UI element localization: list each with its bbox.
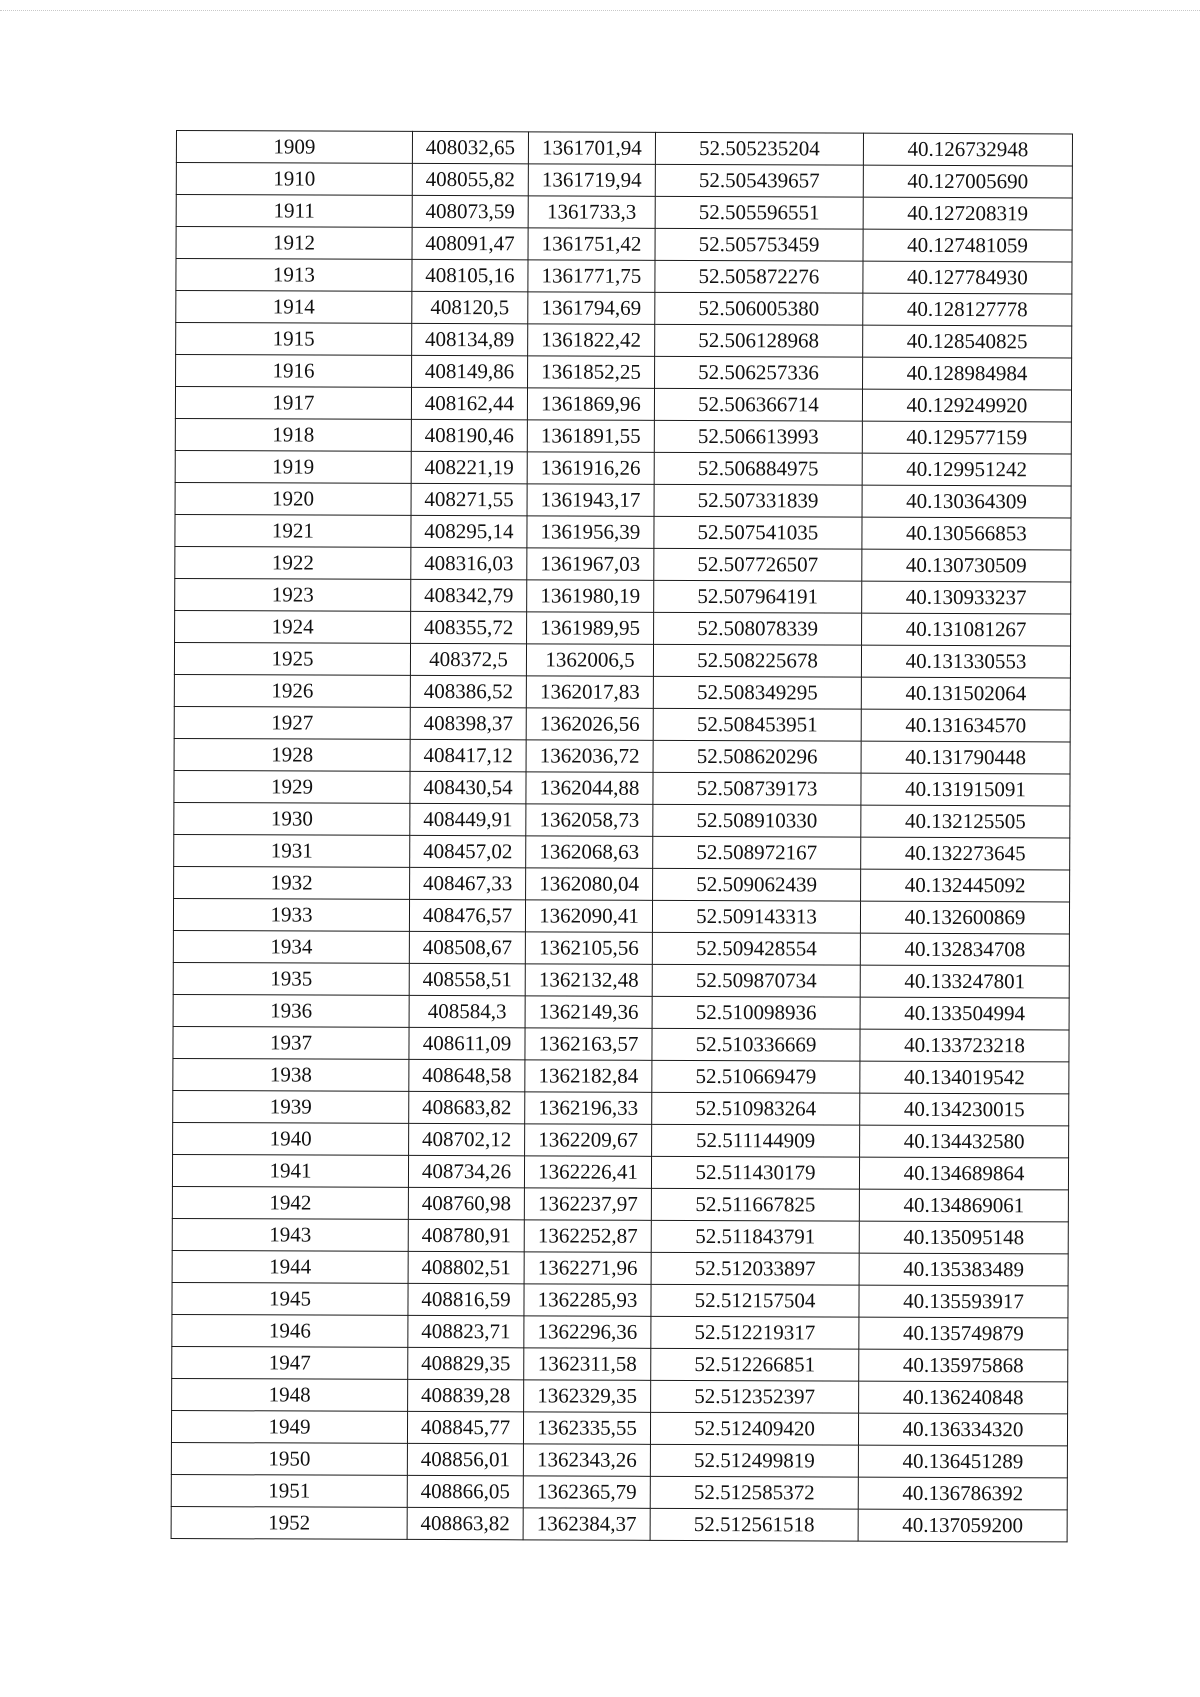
table-row <box>172 1250 1068 1285</box>
x-coordinate-cell: 408449,91 <box>410 803 526 835</box>
latitude-cell: 52.506005380 <box>655 292 863 325</box>
x-coordinate-cell: 408355,72 <box>411 611 527 643</box>
point-number-cell: 1933 <box>173 898 409 931</box>
longitude-cell: 40.132273645 <box>861 837 1070 870</box>
longitude-cell: 40.130933237 <box>862 581 1071 614</box>
x-coordinate-cell: 408091,47 <box>412 227 528 259</box>
table-row <box>174 866 1070 901</box>
y-coordinate-cell: 1361956,39 <box>527 516 654 548</box>
longitude-cell: 40.133247801 <box>860 965 1069 998</box>
latitude-cell: 52.510098936 <box>652 996 860 1029</box>
y-coordinate-cell: 1362285,93 <box>524 1284 651 1316</box>
point-number-cell: 1938 <box>173 1058 409 1091</box>
point-number-cell: 1941 <box>172 1154 408 1187</box>
table-row <box>174 802 1070 837</box>
point-number-cell: 1930 <box>174 802 410 835</box>
table-row <box>174 770 1070 805</box>
y-coordinate-cell: 1362311,58 <box>524 1348 651 1380</box>
latitude-cell: 52.506257336 <box>655 356 863 389</box>
latitude-cell: 52.512499819 <box>650 1444 858 1477</box>
table-row <box>171 1474 1067 1509</box>
y-coordinate-cell: 1361967,03 <box>527 548 654 580</box>
point-number-cell: 1912 <box>176 227 412 260</box>
longitude-cell: 40.136334320 <box>858 1413 1067 1446</box>
table-row <box>176 131 1072 166</box>
table-row <box>171 1442 1067 1477</box>
point-number-cell: 1935 <box>173 962 409 995</box>
y-coordinate-cell: 1361980,19 <box>527 580 654 612</box>
y-coordinate-cell: 1362163,57 <box>525 1028 652 1060</box>
point-number-cell: 1916 <box>176 355 412 388</box>
x-coordinate-cell: 408558,51 <box>409 963 525 995</box>
table-row <box>171 1410 1067 1445</box>
table-row <box>174 706 1070 741</box>
longitude-cell: 40.134689864 <box>859 1157 1068 1190</box>
longitude-cell: 40.131915091 <box>861 773 1070 806</box>
point-number-cell: 1946 <box>172 1314 408 1347</box>
point-number-cell: 1926 <box>174 674 410 707</box>
longitude-cell: 40.133504994 <box>860 997 1069 1030</box>
longitude-cell: 40.137059200 <box>858 1509 1067 1542</box>
latitude-cell: 52.508349295 <box>653 676 861 709</box>
longitude-cell: 40.128540825 <box>863 325 1072 358</box>
longitude-cell: 40.130566853 <box>862 517 1071 550</box>
y-coordinate-cell: 1362026,56 <box>526 708 653 740</box>
point-number-cell: 1939 <box>173 1090 409 1123</box>
latitude-cell: 52.506128968 <box>655 324 863 357</box>
latitude-cell: 52.512266851 <box>651 1348 859 1381</box>
longitude-cell: 40.127208319 <box>863 197 1072 230</box>
point-number-cell: 1951 <box>171 1474 407 1507</box>
x-coordinate-cell: 408829,35 <box>408 1347 524 1379</box>
table-row <box>172 1218 1068 1253</box>
latitude-cell: 52.509062439 <box>653 868 861 901</box>
y-coordinate-cell: 1362132,48 <box>525 964 652 996</box>
x-coordinate-cell: 408816,59 <box>408 1283 524 1315</box>
point-number-cell: 1915 <box>176 323 412 356</box>
table-row <box>175 514 1071 549</box>
latitude-cell: 52.512409420 <box>650 1412 858 1445</box>
table-row <box>173 1026 1069 1061</box>
table-row <box>173 930 1069 965</box>
point-number-cell: 1910 <box>176 163 412 196</box>
point-number-cell: 1936 <box>173 994 409 1027</box>
y-coordinate-cell: 1362296,36 <box>524 1316 651 1348</box>
longitude-cell: 40.135095148 <box>859 1221 1068 1254</box>
y-coordinate-cell: 1361989,95 <box>527 612 654 644</box>
x-coordinate-cell: 408316,03 <box>411 547 527 579</box>
point-number-cell: 1922 <box>175 546 411 579</box>
x-coordinate-cell: 408856,01 <box>407 1443 523 1475</box>
point-number-cell: 1945 <box>172 1282 408 1315</box>
table-row <box>172 1282 1068 1317</box>
y-coordinate-cell: 1362343,26 <box>523 1444 650 1476</box>
y-coordinate-cell: 1362226,41 <box>524 1156 651 1188</box>
table-row <box>176 291 1072 326</box>
longitude-cell: 40.132600869 <box>860 901 1069 934</box>
y-coordinate-cell: 1362182,84 <box>525 1060 652 1092</box>
longitude-cell: 40.132834708 <box>860 933 1069 966</box>
table-row <box>175 578 1071 613</box>
longitude-cell: 40.132125505 <box>861 805 1070 838</box>
latitude-cell: 52.512585372 <box>650 1476 858 1509</box>
x-coordinate-cell: 408372,5 <box>410 643 526 675</box>
latitude-cell: 52.511144909 <box>652 1124 860 1157</box>
point-number-cell: 1920 <box>175 482 411 515</box>
longitude-cell: 40.136240848 <box>859 1381 1068 1414</box>
point-number-cell: 1940 <box>173 1122 409 1155</box>
point-number-cell: 1934 <box>173 930 409 963</box>
longitude-cell: 40.134019542 <box>860 1061 1069 1094</box>
x-coordinate-cell: 408584,3 <box>409 995 525 1027</box>
y-coordinate-cell: 1362006,5 <box>526 644 653 676</box>
table-row <box>175 546 1071 581</box>
latitude-cell: 52.506613993 <box>654 420 862 453</box>
longitude-cell: 40.135383489 <box>859 1253 1068 1286</box>
x-coordinate-cell: 408398,37 <box>410 707 526 739</box>
latitude-cell: 52.509143313 <box>652 900 860 933</box>
table-row <box>176 355 1072 390</box>
x-coordinate-cell: 408417,12 <box>410 739 526 771</box>
x-coordinate-cell: 408430,54 <box>410 771 526 803</box>
latitude-cell: 52.509870734 <box>652 964 860 997</box>
latitude-cell: 52.507964191 <box>654 580 862 613</box>
longitude-cell: 40.126732948 <box>863 133 1072 166</box>
latitude-cell: 52.512561518 <box>650 1508 858 1541</box>
latitude-cell: 52.511430179 <box>651 1156 859 1189</box>
y-coordinate-cell: 1362196,33 <box>525 1092 652 1124</box>
y-coordinate-cell: 1362058,73 <box>526 804 653 836</box>
point-number-cell: 1950 <box>171 1442 407 1475</box>
latitude-cell: 52.512352397 <box>651 1380 859 1413</box>
longitude-cell: 40.132445092 <box>861 869 1070 902</box>
y-coordinate-cell: 1362036,72 <box>526 740 653 772</box>
latitude-cell: 52.508910330 <box>653 804 861 837</box>
latitude-cell: 52.505753459 <box>655 228 863 261</box>
x-coordinate-cell: 408149,86 <box>412 355 528 387</box>
longitude-cell: 40.135975868 <box>859 1349 1068 1382</box>
point-number-cell: 1928 <box>174 738 410 771</box>
x-coordinate-cell: 408457,02 <box>410 835 526 867</box>
longitude-cell: 40.127784930 <box>863 261 1072 294</box>
point-number-cell: 1914 <box>176 291 412 324</box>
x-coordinate-cell: 408271,55 <box>411 483 527 515</box>
point-number-cell: 1932 <box>174 866 410 899</box>
y-coordinate-cell: 1362384,37 <box>523 1508 650 1540</box>
y-coordinate-cell: 1361751,42 <box>528 228 655 260</box>
longitude-cell: 40.129577159 <box>862 421 1071 454</box>
x-coordinate-cell: 408845,77 <box>407 1411 523 1443</box>
table-row <box>175 387 1071 422</box>
longitude-cell: 40.129249920 <box>862 389 1071 422</box>
table-row <box>173 994 1069 1029</box>
table-row <box>173 1058 1069 1093</box>
point-number-cell: 1925 <box>174 642 410 675</box>
point-number-cell: 1942 <box>172 1186 408 1219</box>
y-coordinate-cell: 1361733,3 <box>528 196 655 228</box>
table-row <box>176 227 1072 262</box>
latitude-cell: 52.507541035 <box>654 516 862 549</box>
y-coordinate-cell: 1361943,17 <box>527 484 654 516</box>
x-coordinate-cell: 408476,57 <box>409 899 525 931</box>
longitude-cell: 40.136786392 <box>858 1477 1067 1510</box>
table-row <box>174 834 1070 869</box>
y-coordinate-cell: 1361794,69 <box>528 292 655 324</box>
x-coordinate-cell: 408134,89 <box>412 323 528 355</box>
point-number-cell: 1923 <box>175 578 411 611</box>
x-coordinate-cell: 408611,09 <box>409 1027 525 1059</box>
latitude-cell: 52.508972167 <box>653 836 861 869</box>
x-coordinate-cell: 408760,98 <box>408 1187 524 1219</box>
x-coordinate-cell: 408802,51 <box>408 1251 524 1283</box>
table-row <box>172 1314 1068 1349</box>
table-row <box>176 323 1072 358</box>
latitude-cell: 52.512219317 <box>651 1316 859 1349</box>
table-row <box>174 674 1070 709</box>
table-row <box>173 1090 1069 1125</box>
table-row <box>172 1346 1068 1381</box>
y-coordinate-cell: 1361822,42 <box>528 324 655 356</box>
x-coordinate-cell: 408702,12 <box>409 1123 525 1155</box>
y-coordinate-cell: 1361771,75 <box>528 260 655 292</box>
y-coordinate-cell: 1361869,96 <box>527 388 654 420</box>
latitude-cell: 52.510336669 <box>652 1028 860 1061</box>
y-coordinate-cell: 1362090,41 <box>525 900 652 932</box>
y-coordinate-cell: 1362105,56 <box>525 932 652 964</box>
latitude-cell: 52.505596551 <box>655 196 863 229</box>
point-number-cell: 1911 <box>176 195 412 228</box>
point-number-cell: 1919 <box>175 450 411 483</box>
longitude-cell: 40.131790448 <box>861 741 1070 774</box>
y-coordinate-cell: 1362209,67 <box>525 1124 652 1156</box>
x-coordinate-cell: 408780,91 <box>408 1219 524 1251</box>
x-coordinate-cell: 408221,19 <box>411 451 527 483</box>
point-number-cell: 1918 <box>175 418 411 451</box>
point-number-cell: 1913 <box>176 259 412 292</box>
x-coordinate-cell: 408073,59 <box>412 195 528 227</box>
y-coordinate-cell: 1361719,94 <box>528 164 655 196</box>
y-coordinate-cell: 1362149,36 <box>525 996 652 1028</box>
y-coordinate-cell: 1362080,04 <box>526 868 653 900</box>
y-coordinate-cell: 1362252,87 <box>524 1220 651 1252</box>
longitude-cell: 40.133723218 <box>860 1029 1069 1062</box>
x-coordinate-cell: 408120,5 <box>412 291 528 323</box>
point-number-cell: 1944 <box>172 1250 408 1283</box>
y-coordinate-cell: 1362068,63 <box>526 836 653 868</box>
point-number-cell: 1948 <box>172 1378 408 1411</box>
point-number-cell: 1924 <box>175 610 411 643</box>
latitude-cell: 52.509428554 <box>652 932 860 965</box>
table-row <box>175 610 1071 645</box>
longitude-cell: 40.130364309 <box>862 485 1071 518</box>
longitude-cell: 40.130730509 <box>862 549 1071 582</box>
latitude-cell: 52.510669479 <box>652 1060 860 1093</box>
point-number-cell: 1909 <box>176 131 412 164</box>
x-coordinate-cell: 408508,67 <box>409 931 525 963</box>
longitude-cell: 40.131330553 <box>861 645 1070 678</box>
point-number-cell: 1927 <box>174 706 410 739</box>
latitude-cell: 52.508225678 <box>653 644 861 677</box>
x-coordinate-cell: 408734,26 <box>408 1155 524 1187</box>
coordinates-table-body <box>171 131 1072 1542</box>
y-coordinate-cell: 1362237,97 <box>524 1188 651 1220</box>
x-coordinate-cell: 408386,52 <box>410 675 526 707</box>
longitude-cell: 40.129951242 <box>862 453 1071 486</box>
latitude-cell: 52.511843791 <box>651 1220 859 1253</box>
x-coordinate-cell: 408105,16 <box>412 259 528 291</box>
latitude-cell: 52.505439657 <box>655 164 863 197</box>
x-coordinate-cell: 408648,58 <box>409 1059 525 1091</box>
point-number-cell: 1931 <box>174 834 410 867</box>
x-coordinate-cell: 408467,33 <box>410 867 526 899</box>
longitude-cell: 40.127481059 <box>863 229 1072 262</box>
y-coordinate-cell: 1361701,94 <box>528 132 655 164</box>
longitude-cell: 40.127005690 <box>863 165 1072 198</box>
y-coordinate-cell: 1362335,55 <box>523 1412 650 1444</box>
x-coordinate-cell: 408055,82 <box>412 163 528 195</box>
point-number-cell: 1937 <box>173 1026 409 1059</box>
latitude-cell: 52.507331839 <box>654 484 862 517</box>
y-coordinate-cell: 1362271,96 <box>524 1252 651 1284</box>
table-row <box>176 259 1072 294</box>
latitude-cell: 52.508620296 <box>653 740 861 773</box>
table-row <box>175 450 1071 485</box>
latitude-cell: 52.508739173 <box>653 772 861 805</box>
x-coordinate-cell: 408032,65 <box>412 131 528 163</box>
point-number-cell: 1952 <box>171 1506 407 1539</box>
x-coordinate-cell: 408342,79 <box>411 579 527 611</box>
latitude-cell: 52.508453951 <box>653 708 861 741</box>
y-coordinate-cell: 1361891,55 <box>527 420 654 452</box>
latitude-cell: 52.508078339 <box>654 612 862 645</box>
longitude-cell: 40.131081267 <box>862 613 1071 646</box>
longitude-cell: 40.134432580 <box>860 1125 1069 1158</box>
coordinates-table <box>171 130 1073 1542</box>
latitude-cell: 52.511667825 <box>651 1188 859 1221</box>
y-coordinate-cell: 1362017,83 <box>526 676 653 708</box>
x-coordinate-cell: 408295,14 <box>411 515 527 547</box>
table-row <box>176 195 1072 230</box>
x-coordinate-cell: 408190,46 <box>411 419 527 451</box>
scan-edge-line <box>0 10 1200 11</box>
latitude-cell: 52.506366714 <box>654 388 862 421</box>
table-row <box>175 418 1071 453</box>
longitude-cell: 40.134230015 <box>860 1093 1069 1126</box>
table-row <box>173 1122 1069 1157</box>
table-row <box>175 482 1071 517</box>
latitude-cell: 52.505235204 <box>655 132 863 165</box>
latitude-cell: 52.512033897 <box>651 1252 859 1285</box>
x-coordinate-cell: 408839,28 <box>408 1379 524 1411</box>
table-row <box>172 1154 1068 1189</box>
longitude-cell: 40.128127778 <box>863 293 1072 326</box>
x-coordinate-cell: 408823,71 <box>408 1315 524 1347</box>
table-row <box>174 642 1070 677</box>
latitude-cell: 52.506884975 <box>654 452 862 485</box>
longitude-cell: 40.135593917 <box>859 1285 1068 1318</box>
table-row <box>172 1378 1068 1413</box>
y-coordinate-cell: 1362044,88 <box>526 772 653 804</box>
latitude-cell: 52.507726507 <box>654 548 862 581</box>
point-number-cell: 1943 <box>172 1218 408 1251</box>
latitude-cell: 52.510983264 <box>652 1092 860 1125</box>
x-coordinate-cell: 408863,82 <box>407 1507 523 1539</box>
table-row <box>174 738 1070 773</box>
x-coordinate-cell: 408866,05 <box>407 1475 523 1507</box>
longitude-cell: 40.128984984 <box>863 357 1072 390</box>
table-row <box>176 163 1072 198</box>
y-coordinate-cell: 1362365,79 <box>523 1476 650 1508</box>
table-row <box>171 1506 1067 1541</box>
longitude-cell: 40.136451289 <box>858 1445 1067 1478</box>
longitude-cell: 40.134869061 <box>859 1189 1068 1222</box>
point-number-cell: 1929 <box>174 770 410 803</box>
latitude-cell: 52.505872276 <box>655 260 863 293</box>
table-row <box>172 1186 1068 1221</box>
x-coordinate-cell: 408162,44 <box>411 387 527 419</box>
point-number-cell: 1949 <box>171 1410 407 1443</box>
latitude-cell: 52.512157504 <box>651 1284 859 1317</box>
y-coordinate-cell: 1361852,25 <box>528 356 655 388</box>
point-number-cell: 1917 <box>175 387 411 420</box>
point-number-cell: 1947 <box>172 1346 408 1379</box>
x-coordinate-cell: 408683,82 <box>409 1091 525 1123</box>
y-coordinate-cell: 1362329,35 <box>524 1380 651 1412</box>
point-number-cell: 1921 <box>175 514 411 547</box>
table-row <box>173 898 1069 933</box>
y-coordinate-cell: 1361916,26 <box>527 452 654 484</box>
longitude-cell: 40.131502064 <box>861 677 1070 710</box>
longitude-cell: 40.131634570 <box>861 709 1070 742</box>
longitude-cell: 40.135749879 <box>859 1317 1068 1350</box>
table-row <box>173 962 1069 997</box>
